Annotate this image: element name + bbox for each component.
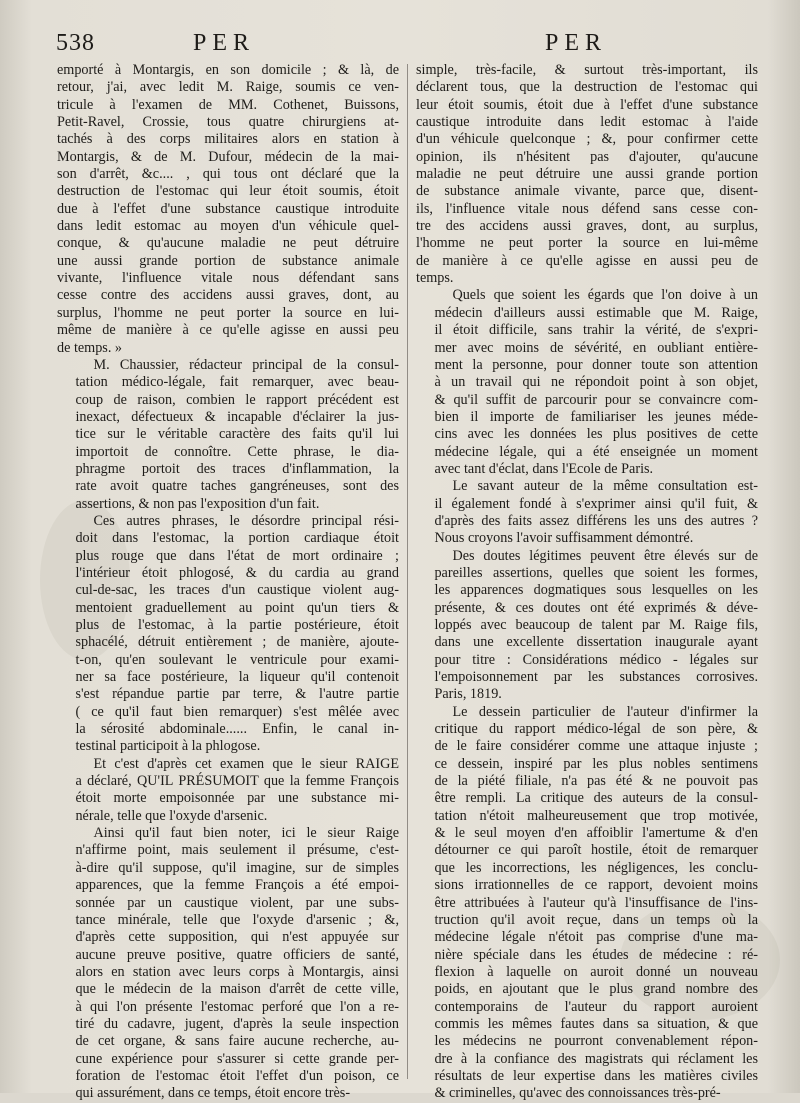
text-line: plus de l'estomac, à la partie postérieure, étoit bbox=[75, 617, 399, 633]
text-line: temps. bbox=[416, 270, 454, 287]
text-line: & le seul moyen d'en affoiblir l'amertume & d'en bbox=[434, 825, 758, 842]
text-line: la sérosité abdominale...... Enfin, le canal in- bbox=[75, 721, 399, 738]
text-line: & qu'il suffit de parcourir pour se convaincre com- bbox=[434, 391, 758, 408]
text-line: l'intérieur étoit phlogosé, & du cardia au grand bbox=[75, 564, 399, 581]
text-line: il également fondé à s'exprimer ainsi qu'il fuit, & bbox=[434, 495, 758, 512]
text-line: truction qu'il avoit reçue, dans un temps où la bbox=[434, 911, 758, 928]
text-line: phragme portoit des traces d'inflammation, la bbox=[75, 460, 399, 477]
text-line: surplus, l'homme ne peut porter la source en lui- bbox=[57, 304, 399, 321]
text-line: une aussi grande portion de substance animale bbox=[57, 252, 399, 269]
text-line: ils, l'influence vitale nous défend sans cesse con- bbox=[416, 200, 758, 217]
text-line: de substance animale vivante, parce que, disent- bbox=[416, 183, 758, 200]
text-line: détourner ce qui paroît hostile, étoit de remarquer bbox=[434, 842, 758, 859]
text-line: plus rouge que dans l'état de mort ordinaire ; bbox=[75, 547, 399, 564]
text-line: à un travail qui ne répondoit point à son objet, bbox=[434, 374, 758, 391]
paragraph bbox=[416, 287, 758, 478]
text-line: coup de raison, combien le rapport précédent est bbox=[75, 391, 399, 408]
text-line: Le savant auteur de la même consultation est- bbox=[452, 478, 758, 495]
paragraph bbox=[416, 478, 758, 547]
text-line: de temps. » bbox=[57, 339, 123, 356]
text-line: assertions, & non pas l'exposition d'un fait. bbox=[75, 495, 320, 512]
text-line: Paris, 1819. bbox=[434, 686, 502, 703]
text-line: Et c'est d'après cet examen que le sieur RAIGE bbox=[93, 755, 399, 772]
text-line: conque, & qu'aucune maladie ne peut détruire bbox=[57, 235, 399, 252]
text-line: M. Chaussier, rédacteur principal de la consul- bbox=[93, 356, 399, 373]
text-line: à qui l'on présente l'estomac perforé que l'on a re- bbox=[75, 998, 399, 1015]
text-line: s'est répandue partie par terre, & l'autre partie bbox=[75, 686, 399, 703]
text-line: déclarent tous, que la destruction de l'estomac qui bbox=[416, 79, 758, 96]
text-line: sphacélé, détruit entièrement ; de manière, ajoute- bbox=[75, 634, 399, 651]
text-line: contemporains de l'auteur du rapport auroient bbox=[434, 998, 758, 1015]
paragraph bbox=[57, 357, 399, 513]
text-line: qui assurément, dans ce temps, étoit encore très- bbox=[75, 1085, 351, 1102]
column-divider bbox=[407, 64, 408, 1079]
text-line: inexact, défectueux & incapable d'éclairer la jus- bbox=[75, 408, 399, 425]
text-line: due à l'effet d'une substance caustique introduite bbox=[57, 200, 399, 217]
text-line: importoit de connoître. Cette phrase, le dia- bbox=[75, 443, 399, 460]
text-line: leur étoit soumis, étoit due à l'effet d'une substance bbox=[416, 96, 758, 113]
text-line: Ces autres phrases, le désordre principal rési- bbox=[93, 512, 399, 529]
text-line: ( ce qu'il faut bien remarquer) s'est mêlée avec bbox=[75, 703, 399, 720]
text-line: Quels que soient les égards que l'on doive à un bbox=[452, 287, 758, 304]
text-line: médecine légale n'étoit pas comprise d'une ma- bbox=[434, 929, 758, 946]
running-head-right: PER bbox=[545, 30, 608, 56]
text-line: que les incorrections, les négligences, les conclu- bbox=[434, 859, 758, 876]
text-line: opinion, ils n'hésitent pas d'ajouter, qu'aucune bbox=[416, 148, 758, 165]
text-line: cesse contre des accidens aussi graves, dont, au bbox=[57, 287, 399, 304]
text-line: maladie ne peut détruire une aussi grande portion bbox=[416, 166, 758, 183]
text-line: il étoit difficile, sans trahir la vérité, de s'expri- bbox=[434, 322, 758, 339]
text-line: Petit-Ravel, Crossie, tous quatre chirurgiens at- bbox=[57, 114, 399, 131]
text-line: tiré du cadavre, jugent, d'après la seule inspection bbox=[75, 1015, 399, 1032]
text-line: les apparences dogmatiques sous lesquelles on les bbox=[434, 582, 758, 599]
text-line: mentoient graduellement au point qu'un tiers & bbox=[75, 599, 399, 616]
text-line: sions irrationnelles de ce rapport, devoient moins bbox=[434, 877, 758, 894]
text-line: résultats de leur expertise dans les matières civiles bbox=[434, 1067, 758, 1084]
text-line: commis les mêmes fautes dans sa situation, & que bbox=[434, 1015, 758, 1032]
text-line: médecine légale, qui a été enseignée un moment bbox=[434, 443, 758, 460]
text-line: pour titre : Considérations médico - légales sur bbox=[434, 651, 758, 668]
paragraph bbox=[416, 548, 758, 704]
text-line: alors en station avec leurs corps à Montargis, ainsi bbox=[75, 963, 399, 980]
text-line: médecin d'ailleurs aussi estimable que M. Raige, bbox=[434, 304, 758, 321]
text-line: apparences, que la femme François a été empoi- bbox=[75, 877, 399, 894]
text-line: emporté à Montargis, en son domicile ; & là, de bbox=[57, 62, 399, 78]
text-line: simple, très-facile, & surtout très-important, ils bbox=[416, 62, 758, 78]
text-line: dans ledit estomac au moyen d'un véhicule quel- bbox=[57, 218, 399, 235]
text-line: ner sa face postérieure, la liqueur qu'il contenoit bbox=[75, 669, 399, 686]
text-line: d'après cette supposition, qui n'est appuyée sur bbox=[75, 929, 399, 946]
text-line: tricule à l'examen de MM. Cothenet, Buissons, bbox=[57, 96, 399, 113]
text-line: retour, j'ai, avec ledit M. Raige, soumis ce ven- bbox=[57, 79, 399, 96]
text-line: sonnée par un caustique violent, par une subs- bbox=[75, 894, 399, 911]
text-line: t-on, qu'en soulevant le ventricule pour exami- bbox=[75, 651, 399, 668]
text-line: mer avec moins de sévérité, en oubliant entière- bbox=[434, 339, 758, 356]
running-head-left: PER bbox=[193, 30, 256, 56]
text-line: de cet organe, & sans faire aucune recherche, au- bbox=[75, 1033, 399, 1050]
text-line: nérale, telle que l'oxyde d'arsenic. bbox=[75, 807, 268, 824]
text-line: caustique introduite dans ledit estomac à l'aide bbox=[416, 114, 758, 131]
right-column bbox=[416, 62, 758, 1103]
page-number: 538 bbox=[56, 30, 95, 56]
text-line: dans une excellente dissertation inaugurale ayant bbox=[434, 634, 758, 651]
text-line: tance minérale, telle que l'oxyde d'arsenic ; &, bbox=[75, 911, 399, 928]
left-column bbox=[57, 62, 399, 1103]
text-line: de la piété filiale, n'a pas été & ne pouvoit pas bbox=[434, 773, 758, 790]
text-line: nière spéciale dans les études de médecine : ré- bbox=[434, 946, 758, 963]
text-line: l'homme ne peut porter la source en lui-même bbox=[416, 235, 758, 252]
text-line: ce dessein, inspiré par les plus nobles sentimens bbox=[434, 755, 758, 772]
paragraph bbox=[57, 825, 399, 1103]
paragraph bbox=[57, 756, 399, 825]
text-line: être attribuées à l'auteur qu'à l'insuffisance de l'ins- bbox=[434, 894, 758, 911]
text-line: aucune preuve positive, quatre officiers de santé, bbox=[75, 946, 399, 963]
text-line: d'après des faits assez différens les uns des autres ? bbox=[434, 512, 758, 529]
text-line: Nous croyons l'avoir suffisamment démontré. bbox=[434, 530, 694, 547]
text-line: a déclaré, QU'IL PRÉSUMOIT que la femme François bbox=[75, 773, 399, 790]
paragraph bbox=[57, 62, 399, 357]
text-line: être rempli. La critique des auteurs de la consul- bbox=[434, 790, 758, 807]
text-line: doit dans l'estomac, la portion cardiaque étoit bbox=[75, 530, 399, 547]
text-line: tation n'étoit malheureusement que trop motivée, bbox=[434, 807, 758, 824]
text-line: poids, en ajoutant que le plus grand nombre des bbox=[434, 981, 758, 998]
text-line: loppés avec beaucoup de talent par M. Raige fils, bbox=[434, 617, 758, 633]
text-line: avec tant d'éclat, dans l'Ecole de Paris. bbox=[434, 460, 654, 477]
text-line: cins avec les données les plus positives de cette bbox=[434, 426, 758, 443]
paragraph bbox=[57, 513, 399, 756]
text-line: d'un véhicule quelconque ; &, pour confirmer cette bbox=[416, 131, 758, 148]
text-line: Montargis, & de M. Dufour, médecin de la mai- bbox=[57, 148, 399, 165]
text-line: à-dire qu'il suppose, qu'il imagine, sur de simples bbox=[75, 859, 399, 876]
text-line: Le dessein particulier de l'auteur d'infirmer la bbox=[452, 703, 758, 720]
text-line: de le faire considérer comme une attaque injuste ; bbox=[434, 738, 758, 755]
text-line: vivante, l'influence vitale nous défendant sans bbox=[57, 270, 399, 287]
text-line: critique du rapport médico-légal de son père, & bbox=[434, 721, 758, 738]
paragraph bbox=[416, 704, 758, 1103]
text-line: flexion à laquelle on auroit donné un nouveau bbox=[434, 963, 758, 980]
text-line: même de manière à ce qu'elle agisse en aussi peu bbox=[57, 322, 399, 339]
running-header bbox=[0, 26, 800, 60]
paragraph bbox=[416, 62, 758, 287]
text-line: que le médecin de la maison d'arrêt de cette ville, bbox=[75, 981, 399, 998]
text-line: cune expérience pour s'assurer si cette grande per- bbox=[75, 1050, 399, 1067]
text-line: présente, & ces doutes ont été exprimés & déve- bbox=[434, 599, 758, 616]
text-line: tice sur le véritable caractère des faits qu'il lui bbox=[75, 426, 399, 443]
text-line: Ainsi qu'il faut bien noter, ici le sieur Raige bbox=[93, 825, 399, 842]
text-line: rate avoit quatre taches gangréneuses, sont des bbox=[75, 478, 399, 495]
text-line: foration de l'estomac étoit l'effet d'un poison, ce bbox=[75, 1067, 399, 1084]
text-line: n'affirme point, mais seulement il présume, c'est- bbox=[75, 842, 399, 859]
text-line: de manière à ce qu'elle agisse en aussi peu de bbox=[416, 252, 758, 269]
text-line: étoit morte empoisonnée par une substance mi- bbox=[75, 790, 399, 807]
text-line: son d'arrêt, &c.... , qui tous ont déclaré que la bbox=[57, 166, 399, 183]
text-line: dre à la confiance des magistrats qui réclament les bbox=[434, 1050, 758, 1067]
text-line: testinal participoit à la phlogose. bbox=[75, 738, 261, 755]
text-line: tation médico-légale, fait remarquer, avec beau- bbox=[75, 374, 399, 391]
text-line: pareilles assertions, quelles que soient les formes, bbox=[434, 564, 758, 581]
text-line: tachés à des corps militaires alors en station à bbox=[57, 131, 399, 148]
text-line: bien il importe de familiariser les jeunes méde- bbox=[434, 408, 758, 425]
text-line: tre des accidens aussi graves, dont, au surplus, bbox=[416, 218, 758, 235]
text-line: destruction de l'estomac qui leur étoit soumis, étoit bbox=[57, 183, 399, 200]
text-line: Des doutes légitimes peuvent être élevés sur de bbox=[452, 547, 758, 564]
text-line: l'empoisonnement par les substances corrosives. bbox=[434, 669, 758, 686]
text-line: & criminelles, qu'avec des connoissances très-pré- bbox=[434, 1085, 721, 1102]
text-line: cul-de-sac, les traces d'un caustique violent aug- bbox=[75, 582, 399, 599]
text-line: ment la personne, pour donner toute son attention bbox=[434, 356, 758, 373]
text-line: les médecins ne pourront convenablement répon- bbox=[434, 1033, 758, 1050]
